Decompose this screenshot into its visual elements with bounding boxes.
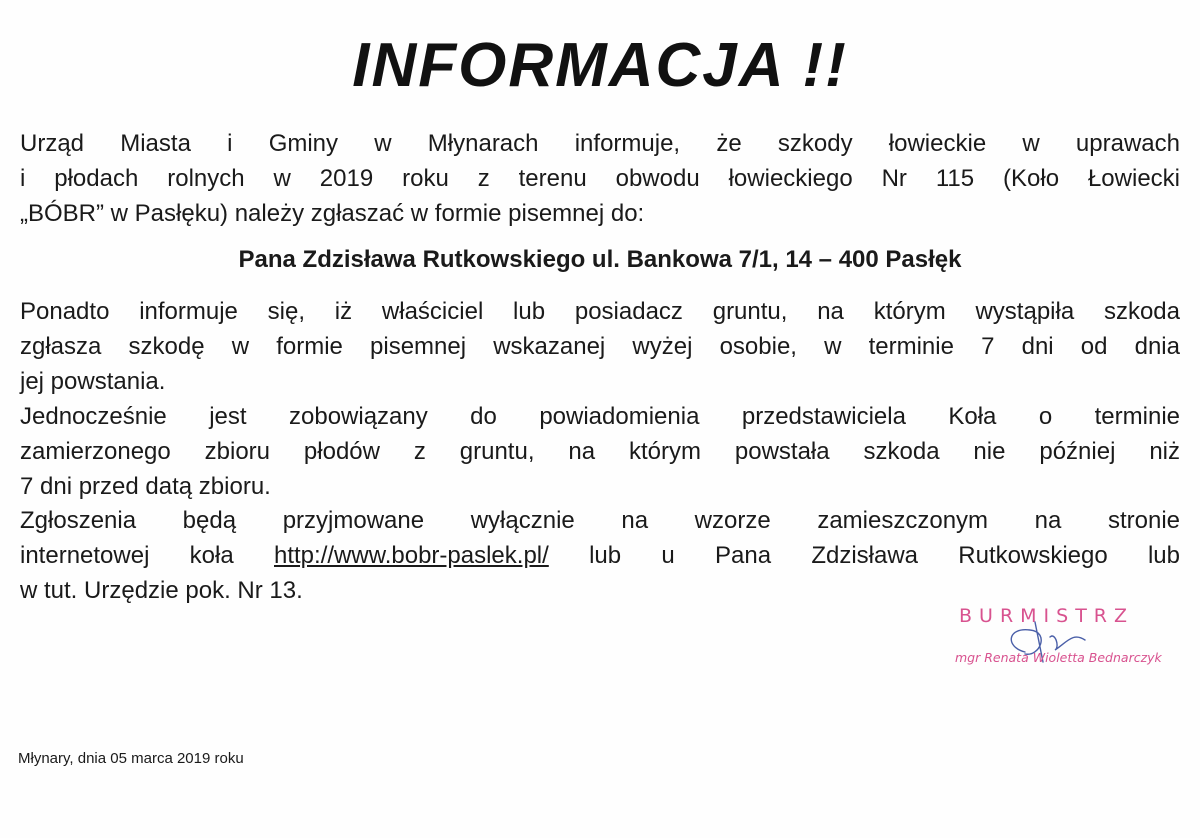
page-title: INFORMACJA !! (352, 31, 848, 100)
paragraph-line: jej powstania. (20, 368, 166, 395)
paragraph-intro (20, 126, 1180, 231)
stamp-name: mgr Renata Wioletta Bednarczyk (955, 650, 1162, 665)
recipient-address: Pana Zdzisława Rutkowskiego ul. Bankowa 7/1, 14 – 400 Pasłęk (238, 246, 962, 273)
website-link[interactable]: http://www.bobr-paslek.pl/ (274, 542, 549, 569)
stamp-title: BURMISTRZ (959, 605, 1135, 627)
paragraph-line: „BÓBR” w Pasłęku) należy zgłaszać w formie pisemnej do: (20, 200, 645, 227)
paragraph-text: lub u Pana Zdzisława Rutkowskiego lub (548, 542, 1181, 569)
paragraph-owner-duty (20, 294, 1180, 399)
paragraph-submissions (20, 503, 1180, 608)
paragraph-line: 7 dni przed datą zbioru. (20, 473, 271, 500)
mayor-stamp (935, 600, 1175, 680)
paragraph-line: Jednocześnie jest zobowiązany do powiadomienia przedstawiciela Koła o terminie (20, 403, 1180, 430)
document-date: Młynary, dnia 05 marca 2019 roku (18, 750, 244, 767)
paragraph-line: Urząd Miasta i Gminy w Młynarach informuje, że szkody łowieckie w uprawach (20, 130, 1180, 157)
paragraph-line: zgłasza szkodę w formie pisemnej wskazanej wyżej osobie, w terminie 7 dni od dnia (20, 333, 1180, 360)
paragraph-line: w tut. Urzędzie pok. Nr 13. (20, 577, 303, 604)
paragraph-line-with-link (20, 538, 1180, 573)
paragraph-line: i płodach rolnych w 2019 roku z terenu obwodu łowieckiego Nr 115 (Koło Łowiecki (20, 165, 1180, 192)
paragraph-line: zamierzonego zbioru płodów z gruntu, na którym powstała szkoda nie później niż (20, 438, 1180, 465)
paragraph-text: internetowej koła (20, 542, 274, 569)
paragraph-harvest-notice (20, 399, 1180, 504)
paragraph-line: Ponadto informuje się, iż właściciel lub posiadacz gruntu, na którym wystąpiła szkoda (20, 298, 1180, 325)
paragraph-line: Zgłoszenia będą przyjmowane wyłącznie na wzorze zamieszczonym na stronie (20, 507, 1180, 534)
